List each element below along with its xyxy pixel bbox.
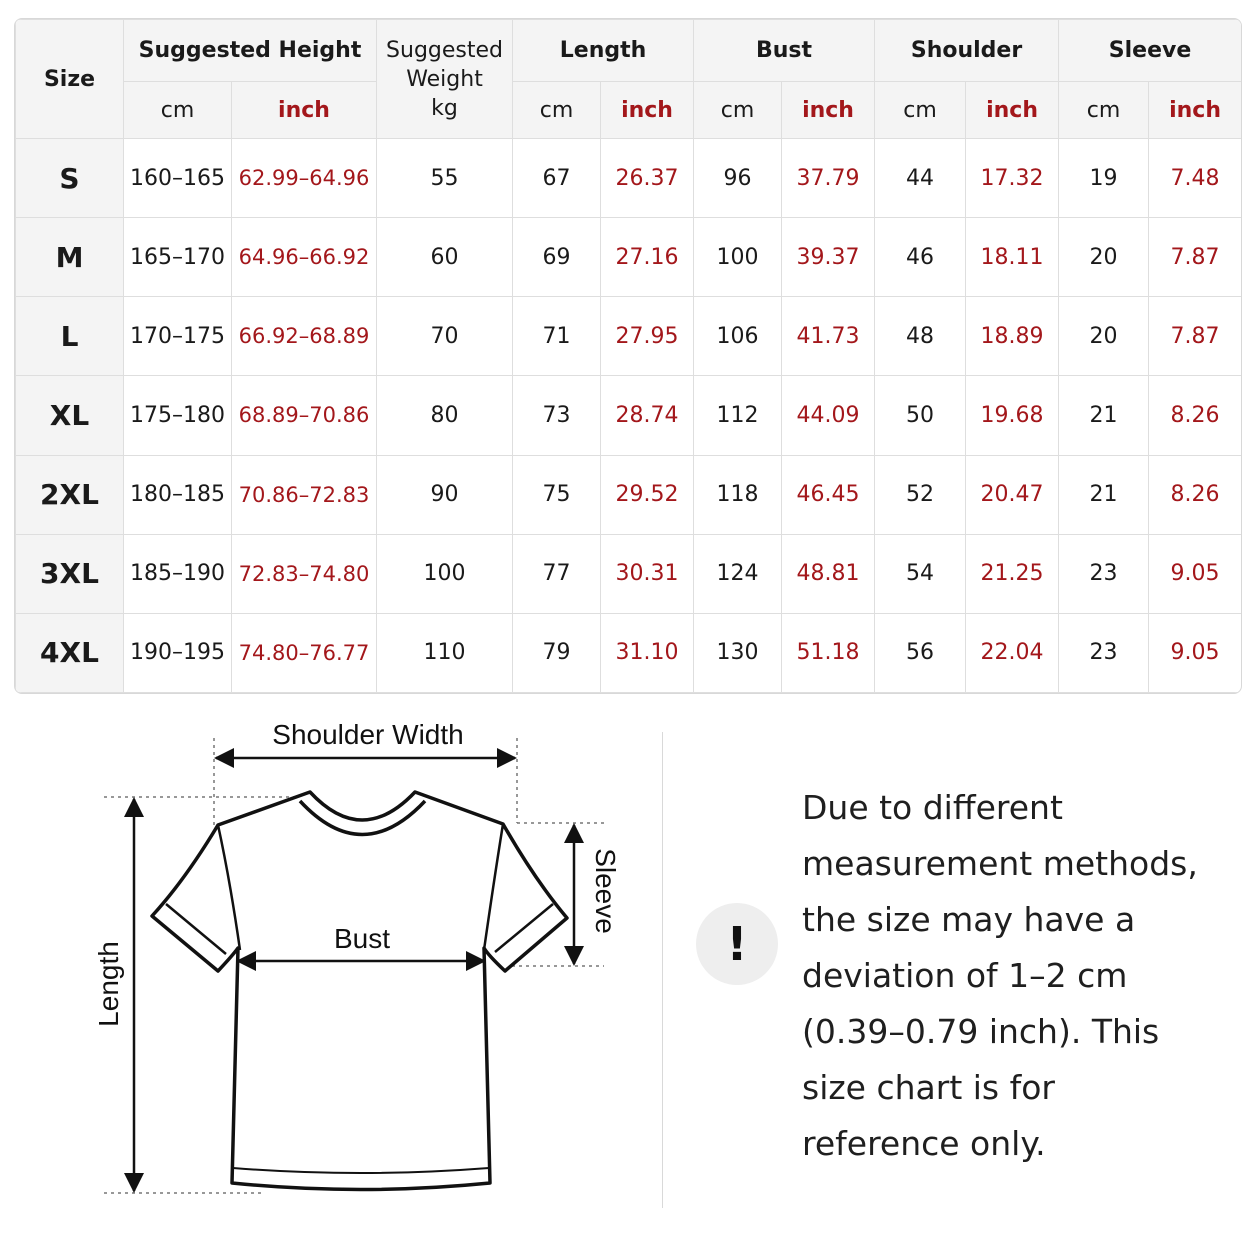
weight-header-line-2: Weight [406,66,483,92]
height-cm-cell: 160–165 [124,139,232,218]
shoulder-cm-cell: 50 [875,376,966,455]
bust-label: Bust [333,923,391,954]
bust-inch-cell: 46.45 [782,455,875,534]
length-cm-cell: 77 [513,534,601,613]
height-column-header: Suggested Height [124,20,377,82]
shoulder-width-label: Shoulder Width [272,719,464,750]
bust-inch-cell: 44.09 [782,376,875,455]
bust-cm-cell: 96 [694,139,782,218]
bust-cm-cell: 100 [694,218,782,297]
size-chart-table [15,19,1242,693]
weight-cell: 60 [377,218,513,297]
sleeve-cm-cell: 20 [1059,297,1149,376]
sleeve-cm-cell: 21 [1059,455,1149,534]
length-cm-cell: 67 [513,139,601,218]
sleeve-inch-cell: 9.05 [1149,534,1242,613]
sleeve-cm-cell: 23 [1059,613,1149,692]
length-cm-cell: 79 [513,613,601,692]
sleeve-inch-cell: 7.87 [1149,218,1242,297]
height-cm-cell: 185–190 [124,534,232,613]
length-inch-cell: 27.16 [601,218,694,297]
length-inch-cell: 28.74 [601,376,694,455]
shoulder-inch-cell: 21.25 [966,534,1059,613]
weight-cell: 110 [377,613,513,692]
length-cm-subheader: cm [513,82,601,139]
weight-cell: 100 [377,534,513,613]
height-inch-cell: 62.99–64.96 [232,139,377,218]
height-cm-cell: 180–185 [124,455,232,534]
length-inch-cell: 31.10 [601,613,694,692]
sleeve-column-header: Sleeve [1059,20,1242,82]
table-row [16,139,1242,218]
bust-inch-subheader: inch [782,82,875,139]
height-inch-cell: 70.86–72.83 [232,455,377,534]
weight-cell: 80 [377,376,513,455]
sleeve-inch-cell: 8.26 [1149,376,1242,455]
table-row [16,534,1242,613]
section-divider [662,732,663,1208]
table-row [16,376,1242,455]
height-cm-cell: 165–170 [124,218,232,297]
tshirt-diagram-svg [0,700,660,1254]
bust-column-header: Bust [694,20,875,82]
height-inch-cell: 66.92–68.89 [232,297,377,376]
shoulder-cm-cell: 56 [875,613,966,692]
sleeve-cm-cell: 19 [1059,139,1149,218]
size-cell: L [16,297,124,376]
height-cm-cell: 190–195 [124,613,232,692]
bust-cm-cell: 124 [694,534,782,613]
height-inch-cell: 72.83–74.80 [232,534,377,613]
height-cm-cell: 175–180 [124,376,232,455]
length-label: Length [93,941,124,1027]
bust-cm-cell: 130 [694,613,782,692]
exclamation-icon: ! [696,903,778,985]
size-cell: 2XL [16,455,124,534]
weight-cell: 55 [377,139,513,218]
height-cm-cell: 170–175 [124,297,232,376]
height-inch-subheader: inch [232,82,377,139]
shoulder-cm-cell: 54 [875,534,966,613]
shoulder-inch-cell: 18.89 [966,297,1059,376]
sleeve-inch-subheader: inch [1149,82,1242,139]
shoulder-column-header: Shoulder [875,20,1059,82]
weight-column-header [377,20,513,139]
size-table-body [16,139,1242,693]
tshirt-outline [152,792,567,1190]
shoulder-inch-cell: 20.47 [966,455,1059,534]
shoulder-inch-cell: 19.68 [966,376,1059,455]
shoulder-cm-cell: 52 [875,455,966,534]
height-inch-cell: 68.89–70.86 [232,376,377,455]
sleeve-cm-subheader: cm [1059,82,1149,139]
size-cell: XL [16,376,124,455]
shoulder-inch-cell: 18.11 [966,218,1059,297]
shoulder-cm-subheader: cm [875,82,966,139]
shoulder-inch-subheader: inch [966,82,1059,139]
length-inch-cell: 30.31 [601,534,694,613]
length-inch-cell: 29.52 [601,455,694,534]
size-cell: 4XL [16,613,124,692]
table-row [16,218,1242,297]
size-chart-table-container [14,18,1242,694]
sleeve-cm-cell: 21 [1059,376,1149,455]
height-cm-subheader: cm [124,82,232,139]
height-inch-cell: 64.96–66.92 [232,218,377,297]
bust-inch-cell: 37.79 [782,139,875,218]
bust-inch-cell: 39.37 [782,218,875,297]
length-cm-cell: 69 [513,218,601,297]
sleeve-label: Sleeve [590,848,621,934]
measurement-note: Due to different measurement methods, the size may have a deviation of 1–2 cm (0.39–0.79 inch). This size chart is for reference only. [802,788,1198,1163]
weight-header-line-1: Suggested [386,37,503,63]
shoulder-inch-cell: 22.04 [966,613,1059,692]
length-cm-cell: 75 [513,455,601,534]
bust-inch-cell: 41.73 [782,297,875,376]
length-inch-cell: 27.95 [601,297,694,376]
length-inch-cell: 26.37 [601,139,694,218]
shoulder-cm-cell: 44 [875,139,966,218]
size-cell: 3XL [16,534,124,613]
length-inch-subheader: inch [601,82,694,139]
tshirt-measurement-diagram [0,700,660,1254]
length-column-header: Length [513,20,694,82]
bust-inch-cell: 51.18 [782,613,875,692]
length-cm-cell: 73 [513,376,601,455]
shoulder-cm-cell: 48 [875,297,966,376]
bust-cm-cell: 106 [694,297,782,376]
sleeve-inch-cell: 8.26 [1149,455,1242,534]
table-row [16,455,1242,534]
bust-inch-cell: 48.81 [782,534,875,613]
sleeve-cm-cell: 20 [1059,218,1149,297]
table-row [16,613,1242,692]
weight-cell: 90 [377,455,513,534]
sleeve-cm-cell: 23 [1059,534,1149,613]
size-column-header: Size [16,20,124,139]
length-cm-cell: 71 [513,297,601,376]
bust-cm-cell: 118 [694,455,782,534]
table-row [16,297,1242,376]
weight-header-line-3: kg [431,95,458,121]
size-cell: M [16,218,124,297]
sleeve-inch-cell: 7.87 [1149,297,1242,376]
bust-cm-cell: 112 [694,376,782,455]
height-inch-cell: 74.80–76.77 [232,613,377,692]
sleeve-inch-cell: 7.48 [1149,139,1242,218]
sleeve-inch-cell: 9.05 [1149,613,1242,692]
size-cell: S [16,139,124,218]
weight-cell: 70 [377,297,513,376]
shoulder-cm-cell: 46 [875,218,966,297]
shoulder-inch-cell: 17.32 [966,139,1059,218]
bust-cm-subheader: cm [694,82,782,139]
